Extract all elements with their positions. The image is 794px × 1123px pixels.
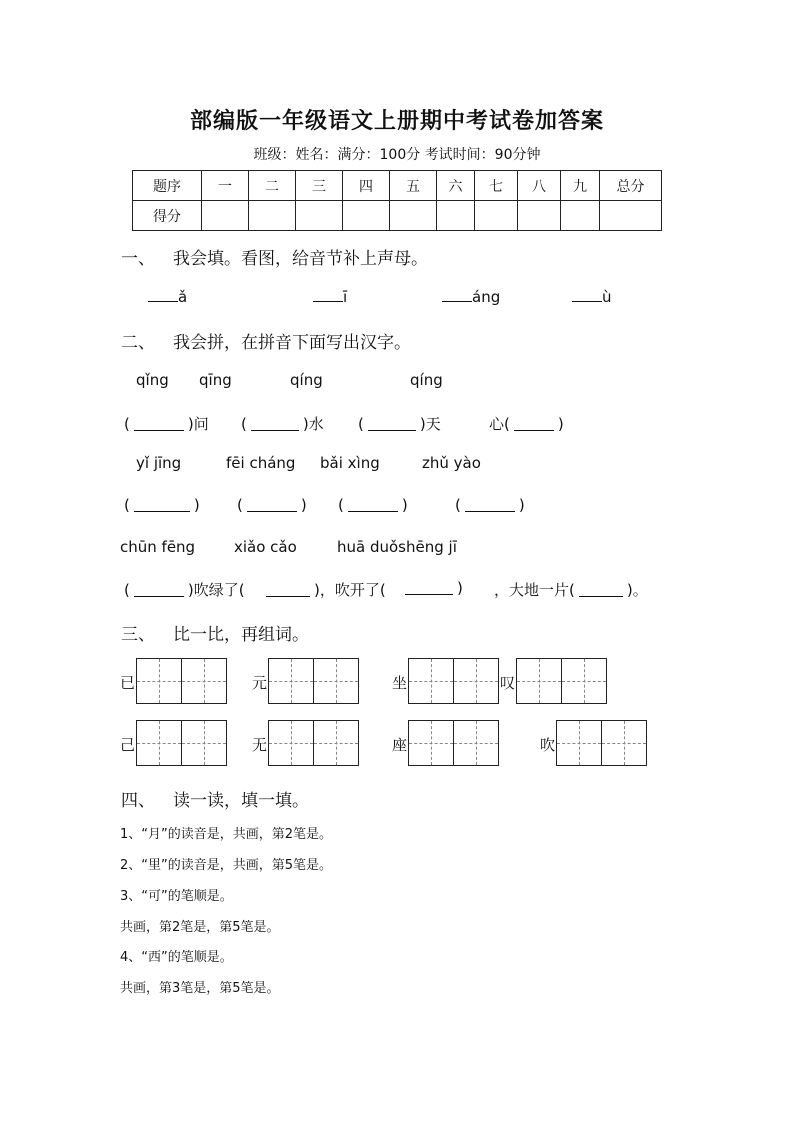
word-boxes[interactable] bbox=[408, 720, 499, 766]
section-title: 比一比，再组词。 bbox=[173, 625, 309, 645]
section-1-heading bbox=[121, 244, 428, 269]
score-cell[interactable] bbox=[437, 201, 475, 231]
compare-char: 叹 bbox=[500, 674, 516, 692]
question-line: 共画，第2笔是，第5笔是。 bbox=[120, 920, 280, 935]
word-boxes[interactable] bbox=[268, 720, 359, 766]
initial-blank-1[interactable] bbox=[148, 287, 187, 306]
compare-char: 元 bbox=[252, 674, 268, 692]
header-cell: 四 bbox=[343, 171, 390, 201]
pinyin: chūn fēng bbox=[120, 538, 196, 556]
fill-line bbox=[134, 583, 184, 597]
compare-char: 坐 bbox=[392, 674, 408, 692]
fill-line bbox=[465, 498, 515, 512]
hanzi-blank[interactable]: ( ) bbox=[124, 496, 200, 514]
pinyin: fēi cháng bbox=[226, 454, 296, 472]
section-title: 我会填。看图，给音节补上声母。 bbox=[173, 249, 428, 269]
fill-line bbox=[266, 583, 310, 597]
word-boxes[interactable] bbox=[268, 658, 359, 704]
compare-char: 已 bbox=[120, 674, 136, 692]
section-number: 三、 bbox=[121, 625, 155, 645]
score-cell[interactable] bbox=[343, 201, 390, 231]
exam-info: 班级：姓名：满分：100分 考试时间：90分钟 bbox=[253, 147, 541, 163]
syllable-final: ī bbox=[343, 288, 348, 306]
section-number: 二、 bbox=[121, 333, 155, 353]
fill-line bbox=[134, 498, 190, 512]
hanzi-blank[interactable]: ( )问 bbox=[124, 415, 209, 433]
section-4-heading bbox=[121, 786, 309, 811]
word-boxes[interactable] bbox=[136, 720, 227, 766]
score-cell[interactable] bbox=[475, 201, 518, 231]
syllable-final: ù bbox=[602, 288, 612, 306]
section-title: 读一读，填一填。 bbox=[173, 791, 309, 811]
initial-blank-2[interactable] bbox=[313, 287, 347, 306]
section-number: 一、 bbox=[121, 249, 155, 269]
header-cell: 五 bbox=[390, 171, 437, 201]
score-table bbox=[132, 170, 662, 231]
header-cell: 三 bbox=[296, 171, 343, 201]
hanzi-blank[interactable]: 心( ) bbox=[489, 415, 564, 433]
hanzi-blank[interactable]: ，大地一片( )。 bbox=[494, 581, 648, 599]
hanzi-blank[interactable]: ( ) bbox=[455, 496, 525, 514]
fill-line bbox=[368, 417, 416, 431]
row-label: 得分 bbox=[133, 201, 202, 231]
score-cell[interactable] bbox=[249, 201, 296, 231]
question-line: 4、“西”的笔顺是。 bbox=[120, 950, 233, 965]
section-number: 四、 bbox=[121, 791, 155, 811]
header-cell: 一 bbox=[202, 171, 249, 201]
word-boxes[interactable] bbox=[136, 658, 227, 704]
header-cell: 二 bbox=[249, 171, 296, 201]
score-cell[interactable] bbox=[561, 201, 600, 231]
fill-line bbox=[134, 417, 184, 431]
pinyin: yǐ jīng bbox=[136, 454, 182, 472]
fill-line bbox=[348, 498, 398, 512]
fill-line bbox=[572, 287, 602, 302]
pinyin: qíng bbox=[410, 371, 443, 389]
pinyin: zhǔ yào bbox=[422, 454, 481, 472]
pinyin: qīng bbox=[199, 371, 232, 389]
fill-line bbox=[442, 287, 472, 302]
compare-char: 座 bbox=[392, 736, 408, 754]
syllable-final: ǎ bbox=[178, 288, 188, 306]
question-line: 1、“月”的读音是，共画，第2笔是。 bbox=[120, 827, 333, 842]
hanzi-blank[interactable]: ( ) bbox=[237, 496, 307, 514]
hanzi-blank[interactable]: ( )水 bbox=[241, 415, 324, 433]
header-cell: 题序 bbox=[133, 171, 202, 201]
pinyin: bǎi xìng bbox=[320, 454, 380, 472]
score-cell[interactable] bbox=[600, 201, 662, 231]
fill-line bbox=[148, 287, 178, 302]
score-cell[interactable] bbox=[390, 201, 437, 231]
initial-blank-3[interactable] bbox=[442, 287, 500, 306]
hanzi-blank[interactable]: ( )吹绿了( bbox=[124, 581, 245, 599]
compare-char: 吹 bbox=[540, 736, 556, 754]
word-boxes[interactable] bbox=[516, 658, 607, 704]
header-cell: 九 bbox=[561, 171, 600, 201]
compare-char: 无 bbox=[252, 736, 268, 754]
header-cell: 总分 bbox=[600, 171, 662, 201]
question-line: 2、“里”的读音是，共画，第5笔是。 bbox=[120, 858, 333, 873]
pinyin: xiǎo cǎo bbox=[234, 538, 297, 556]
hanzi-blank[interactable]: )，吹开了( bbox=[262, 579, 386, 600]
fill-line bbox=[514, 417, 554, 431]
fill-line bbox=[251, 417, 299, 431]
section-2-heading bbox=[121, 328, 411, 353]
hanzi-blank[interactable]: ( ) bbox=[338, 496, 408, 514]
pinyin: huā duǒshēng jī bbox=[337, 538, 457, 556]
score-cell[interactable] bbox=[202, 201, 249, 231]
score-cell[interactable] bbox=[296, 201, 343, 231]
header-cell: 六 bbox=[437, 171, 475, 201]
section-3-heading bbox=[121, 620, 309, 645]
section-title: 我会拼，在拼音下面写出汉字。 bbox=[173, 333, 411, 353]
fill-line bbox=[313, 287, 343, 302]
initial-blank-4[interactable] bbox=[572, 287, 612, 306]
score-table-header-row bbox=[133, 171, 662, 201]
fill-line bbox=[405, 581, 453, 595]
fill-line bbox=[247, 498, 297, 512]
score-cell[interactable] bbox=[518, 201, 561, 231]
question-line: 共画，第3笔是，第5笔是。 bbox=[120, 981, 280, 996]
pinyin: qíng bbox=[290, 371, 323, 389]
pinyin: qǐng bbox=[136, 371, 169, 389]
question-line: 3、“可”的笔顺是。 bbox=[120, 889, 233, 904]
syllable-final: áng bbox=[472, 288, 501, 306]
fill-line bbox=[579, 583, 623, 597]
hanzi-blank[interactable]: ( )天 bbox=[358, 415, 441, 433]
header-cell: 八 bbox=[518, 171, 561, 201]
score-table-score-row bbox=[133, 201, 662, 231]
compare-char: 己 bbox=[120, 736, 136, 754]
hanzi-blank[interactable]: ) bbox=[401, 579, 463, 597]
page-title: 部编版一年级语文上册期中考试卷加答案 bbox=[189, 109, 604, 134]
word-boxes[interactable] bbox=[556, 720, 647, 766]
word-boxes[interactable] bbox=[408, 658, 499, 704]
header-cell: 七 bbox=[475, 171, 518, 201]
